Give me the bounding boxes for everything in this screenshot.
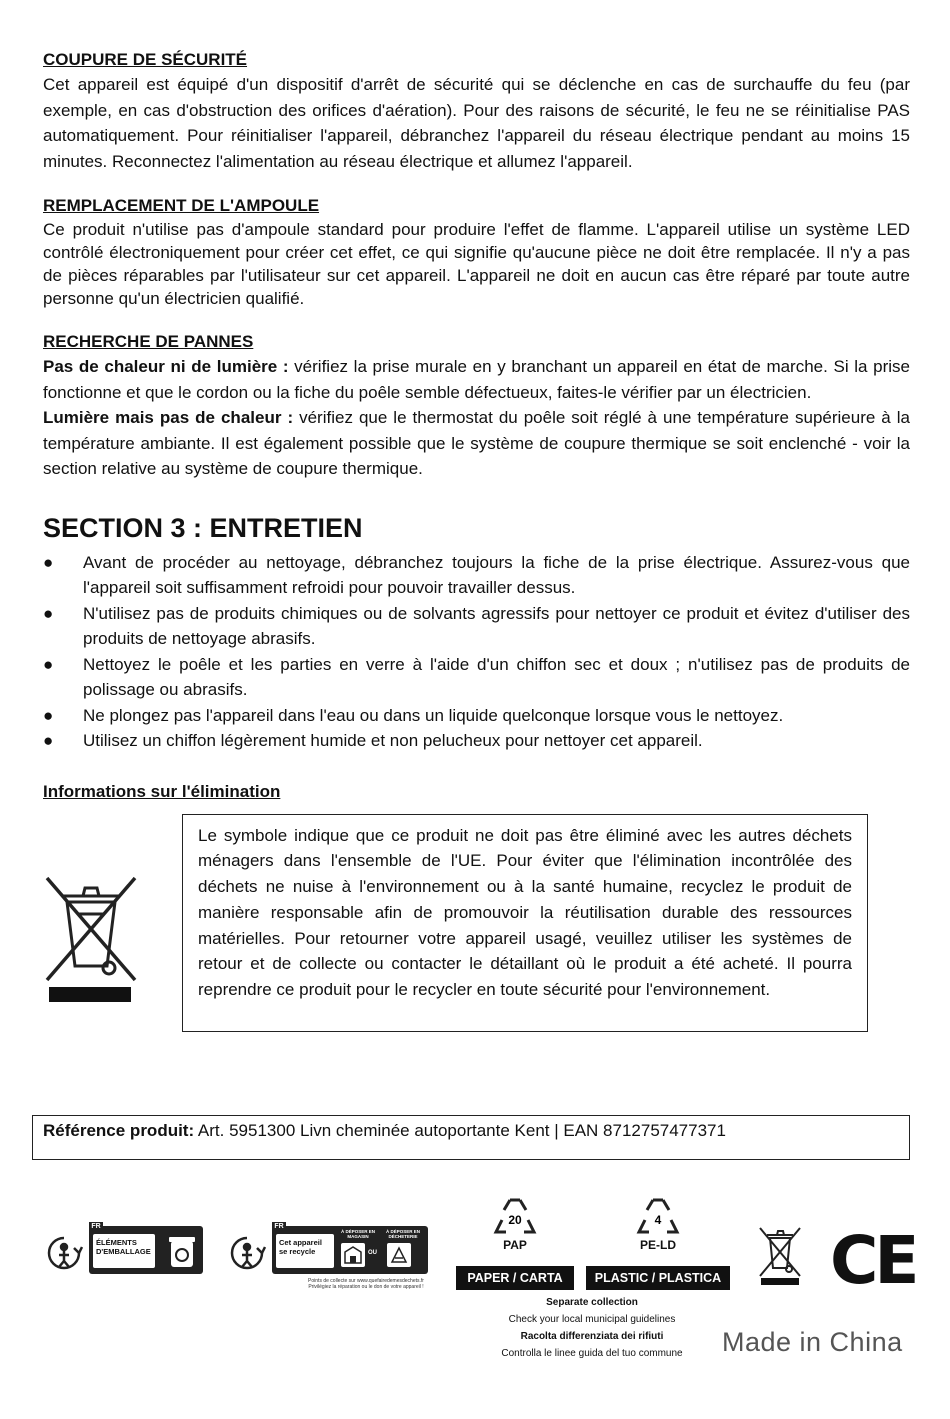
- recycle-bar: PLASTIC / PLASTICA: [586, 1266, 730, 1290]
- list-item-text: Avant de procéder au nettoyage, débranchez toujours la fiche de la prise électrique. Assurez-vous que l'appareil soit suffisamment refroidi pour pouvoir travailler dessus.: [83, 552, 910, 597]
- bulb-section: [43, 194, 910, 310]
- product-reference-box: [32, 1115, 910, 1160]
- troubleshoot-item-1-text: vérifiez la prise murale en y branchant un appareil en état de marche. Si la prise fonctionne et que le cordon ou la fiche du poêle semble défectueux, faites-le vérifier par un électricien.: [43, 357, 910, 402]
- list-item-text: N'utilisez pas de produits chimiques ou de solvants agressifs pour nettoyer ce produit et évitez d'utiliser des produits de nettoyage abrasifs.: [83, 603, 910, 648]
- troubleshoot-item-2-text: vérifiez que le thermostat du poêle soit réglé à une température supérieure à la température ambiante. Il est également possible que le système de coupure thermique se soit enclenché - voir la section relative au système de coupure thermique.: [43, 408, 910, 478]
- triman-line-2: D'EMBALLAGE: [96, 1247, 151, 1256]
- recycle-number: 4: [654, 1213, 662, 1227]
- recycle-bar: PAPER / CARTA: [456, 1266, 574, 1290]
- bin-icon: [165, 1233, 199, 1269]
- maintenance-list: [43, 550, 910, 754]
- separate-line-4: Controlla le linee guida del tuo commune: [501, 1348, 683, 1359]
- troubleshoot-section: [43, 330, 910, 482]
- list-item: [43, 601, 910, 652]
- disposal-heading: Informations sur l'élimination: [43, 781, 281, 801]
- triman-line-1: ÉLÉMENTS: [96, 1238, 137, 1247]
- bulb-text: Ce produit n'utilise pas d'ampoule standard pour produire l'effet de flamme. L'appareil utilise un système LED contrôlé électroniquement pour créer cet effet, ce qui signifie qu'aucune pièce ne doit être remplacée. Il n'y a pas de pièces réparables par l'utilisateur sur cet appareil. L'appareil ne doit en aucun cas être réparé par toute autre personne qu'un électricien qualifié.: [43, 220, 910, 308]
- country-tag: FR: [272, 1222, 286, 1232]
- separate-collection-text: [476, 1294, 708, 1362]
- recycle-triangle-icon: [631, 1194, 685, 1240]
- list-item-text: Utilisez un chiffon légèrement humide et non pelucheux pour nettoyer cet appareil.: [83, 731, 703, 750]
- triman-appliance-logo: [228, 1223, 428, 1306]
- disposal-row: [43, 814, 910, 1044]
- recycle-code: PAP: [503, 1238, 527, 1252]
- reference-label: Référence produit:: [43, 1121, 195, 1140]
- list-item: [43, 550, 910, 601]
- safety-heading: COUPURE DE SÉCURITÉ: [43, 50, 248, 69]
- disposal-text: Le symbole indique que ce produit ne doit pas être éliminé avec les autres déchets ménagers dans l'ensemble de l'UE. Pour éviter que l'élimination incontrôlée des déchets ne nuise à l'environnement ou à la santé humaine, recyclez le produit de manière responsable afin de promouvoir la réutilisation durable des ressources matérielles. Pour retourner votre appareil usagé, veuillez utiliser les systèmes de retour et de collecte ou contacter le détaillant où le produit a été acheté. Il pourra reprendre ce produit pour le recycler en toute sécurité pour l'environnement.: [198, 825, 852, 1000]
- separate-line-3: Racolta differenziata dei rifiuti: [520, 1331, 664, 1342]
- troubleshoot-item-1: [43, 354, 910, 405]
- separate-line-1: Separate collection: [546, 1297, 638, 1308]
- footer-logos: [0, 1190, 950, 1370]
- list-item: [43, 652, 910, 703]
- collection-note-2: Privilégiez la réparation ou le don de votre appareil !: [308, 1284, 424, 1290]
- or-label: OU: [368, 1250, 377, 1256]
- small-crossed-bin-icon: [758, 1226, 802, 1286]
- safety-text: Cet appareil est équipé d'un dispositif d'arrêt de sécurité qui se déclenche en cas de surchauffe du feu (par exemple, en cas d'obstruction des orifices d'aération). Pour des raisons de sécurité, le feu ne se réinitialise PAS automatiquement. Pour réinitialiser l'appareil, débranchez l'appareil du réseau électrique pendant au moins 15 minutes. Reconnectez l'alimentation au réseau électrique et allumez l'appareil.: [43, 75, 910, 171]
- collection-note-1: Points de collecte sur www.quefairedemesdechets.fr: [308, 1278, 424, 1284]
- triman-icon: [228, 1234, 266, 1272]
- troubleshoot-item-1-label: Pas de chaleur ni de lumière :: [43, 357, 289, 376]
- collection-note: [296, 1278, 436, 1290]
- store-tag: À DÉPOSER EN MAGASIN: [340, 1229, 375, 1239]
- triman-packaging-logo: [45, 1223, 205, 1274]
- ce-mark: CE: [830, 1222, 916, 1299]
- recycling-center-icon: [386, 1242, 412, 1268]
- bullet-icon: ●: [43, 603, 54, 623]
- triman-label-area: [93, 1234, 155, 1268]
- safety-section: [43, 48, 910, 174]
- recycle-number: 20: [508, 1213, 522, 1227]
- manual-page: [43, 48, 910, 1044]
- list-item: [43, 728, 910, 754]
- triman-line-2: se recycle: [279, 1247, 316, 1256]
- list-item-text: Ne plongez pas l'appareil dans l'eau ou dans un liquide quelconque lorsque vous le nettoyez.: [83, 705, 784, 725]
- bullet-icon: ●: [43, 552, 54, 572]
- list-item-text: Nettoyez le poêle et les parties en verre à l'aide d'un chiffon sec et doux ; n'utilisez pas de produits de polissage ou abrasifs.: [83, 654, 910, 699]
- recycling-center-tag: À DÉPOSER EN DÉCHETERIE: [385, 1229, 420, 1239]
- bullet-icon: ●: [43, 705, 54, 725]
- troubleshoot-heading: RECHERCHE DE PANNES: [43, 332, 254, 351]
- section-3-title: SECTION 3 : ENTRETIEN: [43, 512, 363, 543]
- recycle-paper-logo: [456, 1194, 574, 1294]
- separate-line-2: Check your local municipal guidelines: [508, 1314, 676, 1325]
- recycle-code: PE-LD: [640, 1238, 676, 1252]
- disposal-info-box: [182, 814, 868, 1032]
- country-tag: FR: [89, 1222, 103, 1232]
- bullet-icon: ●: [43, 654, 54, 674]
- triman-label-area: [276, 1234, 334, 1268]
- troubleshoot-item-2-label: Lumière mais pas de chaleur :: [43, 408, 294, 427]
- triman-line-1: Cet appareil: [279, 1238, 322, 1247]
- made-in-label: Made in China: [722, 1327, 903, 1357]
- bulb-heading: REMPLACEMENT DE L'AMPOULE: [43, 196, 320, 215]
- troubleshoot-item-2: [43, 405, 910, 482]
- triman-icon: [45, 1234, 83, 1272]
- store-icon: [340, 1242, 366, 1268]
- recycle-triangle-icon: [488, 1194, 542, 1240]
- crossed-bin-icon: [43, 874, 139, 1004]
- list-item: [43, 703, 910, 729]
- bullet-icon: ●: [43, 731, 54, 750]
- reference-value: Art. 5951300 Livn cheminée autoportante Kent | EAN 8712757477371: [194, 1121, 726, 1140]
- recycle-plastic-logo: [586, 1194, 730, 1294]
